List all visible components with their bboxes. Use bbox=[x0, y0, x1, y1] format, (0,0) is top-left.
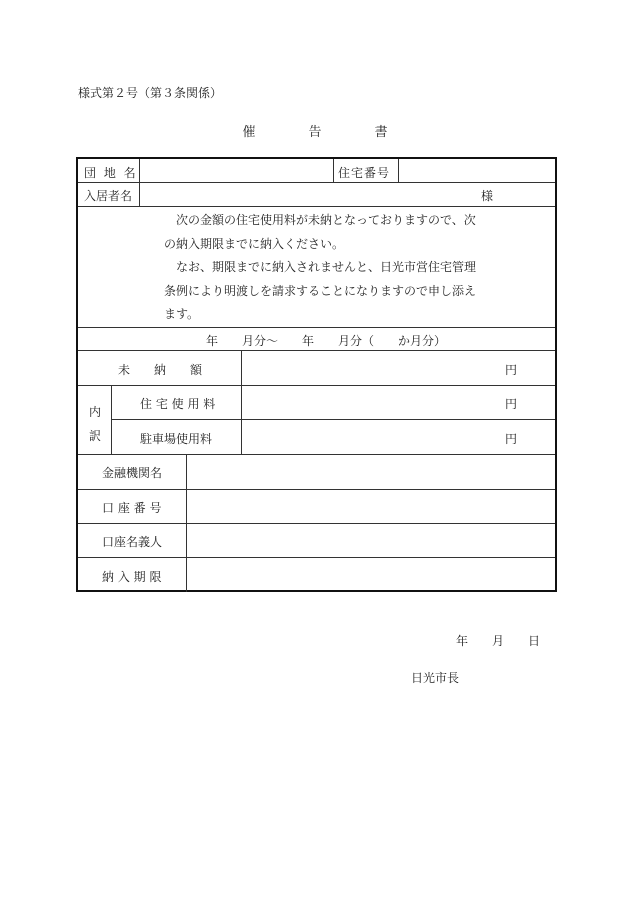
notice-line: 次の金額の住宅使用料が未納となっておりますので、次 bbox=[176, 213, 476, 227]
row-divider bbox=[78, 182, 555, 183]
notice-line: の納入期限までに納入ください。 bbox=[164, 236, 345, 251]
row-divider bbox=[78, 350, 555, 351]
yen-unit: 円 bbox=[505, 432, 518, 446]
column-divider bbox=[186, 454, 187, 592]
column-divider bbox=[111, 385, 112, 454]
breakdown-label: 内 bbox=[89, 405, 102, 419]
housing-fee-label: 住 宅 使 用 料 bbox=[140, 397, 216, 411]
row-divider bbox=[78, 206, 555, 207]
notice-line: 条例により明渡しを請求することになりますので申し添え bbox=[164, 283, 477, 298]
column-divider bbox=[139, 159, 140, 182]
yen-unit: 円 bbox=[505, 363, 518, 377]
residence-number-label: 住宅番号 bbox=[338, 166, 391, 180]
unpaid-amount-label: 未 納 額 bbox=[118, 363, 203, 377]
row-divider bbox=[78, 489, 555, 490]
account-number-label: 口 座 番 号 bbox=[102, 501, 162, 515]
column-divider bbox=[241, 350, 242, 454]
notice-form bbox=[76, 157, 557, 592]
row-divider bbox=[78, 523, 555, 524]
row-divider bbox=[78, 327, 555, 328]
parking-fee-label: 駐車場使用料 bbox=[140, 432, 213, 446]
document-title: 催 告 書 bbox=[242, 125, 408, 140]
row-divider bbox=[78, 385, 555, 386]
column-divider bbox=[333, 159, 334, 182]
row-divider bbox=[78, 454, 555, 455]
notice-line: ます。 bbox=[164, 307, 200, 321]
payment-deadline-label: 納 入 期 限 bbox=[102, 570, 162, 584]
issuer-name: 日光市長 bbox=[411, 671, 460, 685]
complex-name-label: 団 地 名 bbox=[84, 166, 138, 180]
tenant-name-label: 入居者名 bbox=[84, 189, 133, 203]
yen-unit: 円 bbox=[505, 397, 518, 411]
row-divider bbox=[78, 557, 555, 558]
form-number: 様式第２号（第３条関係） bbox=[78, 86, 223, 100]
bank-name-label: 金融機関名 bbox=[102, 466, 163, 480]
row-divider bbox=[111, 419, 555, 420]
honorific: 様 bbox=[481, 189, 494, 203]
column-divider bbox=[398, 159, 399, 182]
billing-period: 年 月分～ 年 月分（ か月分） bbox=[206, 334, 447, 348]
account-holder-label: 口座名義人 bbox=[102, 535, 163, 549]
issue-date: 年 月 日 bbox=[456, 634, 541, 648]
breakdown-label: 訳 bbox=[89, 429, 102, 443]
notice-text bbox=[164, 209, 484, 327]
notice-line: なお、期限までに納入されませんと、日光市営住宅管理 bbox=[176, 260, 477, 274]
column-divider bbox=[139, 182, 140, 206]
